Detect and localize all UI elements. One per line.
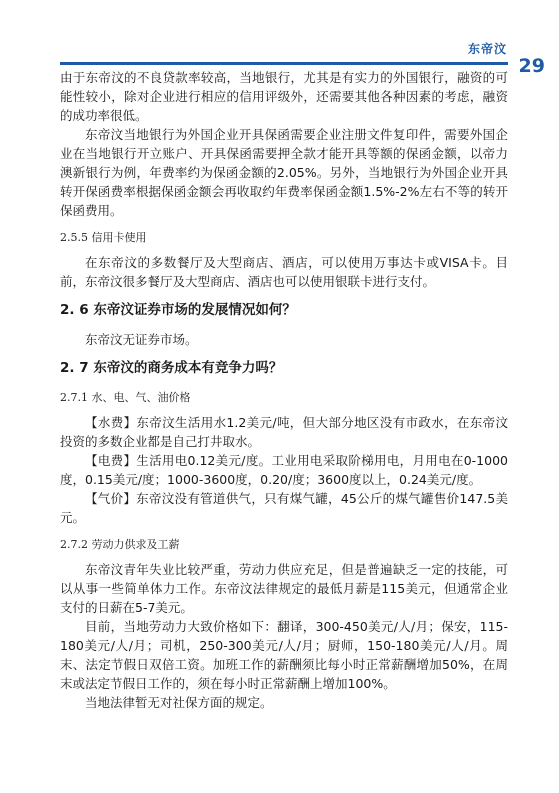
subsection-heading-2-7-1: 2.7.1 水、电、气、油价格 (60, 391, 191, 404)
page-body (60, 68, 508, 712)
page-number: 29 (518, 55, 545, 77)
paragraph-labor-supply: 东帝汶青年失业比较严重，劳动力供应充足，但是普遍缺乏一定的技能，可以从事一些简单体力工作。东帝汶法律规定的最低月薪是115美元，但通常企业支付的日薪在5-7美元。 (60, 562, 508, 615)
section-heading-2-6: 2. 6 东帝汶证券市场的发展情况如何？ (60, 302, 296, 318)
paragraph-securities: 东帝汶无证券市场。 (85, 332, 198, 347)
header-rule (60, 62, 508, 65)
paragraph-water: 【水费】东帝汶生活用水1.2美元/吨，但大部分地区没有市政水，在东帝汶投资的多数企业都是自己打井取水。 (60, 415, 508, 449)
paragraph-electricity: 【电费】生活用电0.12美元/度。工业用电采取阶梯用电，月用电在0-1000度，0.15美元/度；1000-3600度，0.20/度；3600度以上，0.24美元/度。 (60, 453, 508, 487)
paragraph-gas: 【气价】东帝汶没有管道供气，只有煤气罐，45公斤的煤气罐售价147.5美元。 (60, 491, 508, 525)
subsection-heading-2-7-2: 2.7.2 劳动力供求及工薪 (60, 538, 180, 551)
paragraph-financing: 由于东帝汶的不良贷款率较高，当地银行，尤其是有实力的外国银行，融资的可能性较小，除对企业进行相应的信用评级外，还需要其他各种因素的考虑，融资的成功率很低。 (60, 70, 508, 123)
section-heading-2-7: 2. 7 东帝汶的商务成本有竞争力吗？ (60, 360, 283, 376)
paragraph-labor-prices: 目前，当地劳动力大致价格如下：翻译，300-450美元/人/月；保安，115-180美元/人/月；司机，250-300美元/人/月；厨师，150-180美元/人/月。周末、法定节假日双倍工资。加班工作的薪酬须比每小时正常薪酬增加50%，在周末或法定节假日工作的，须在每小时正常薪酬上增加100%。 (60, 619, 508, 691)
paragraph-social-security: 当地法律暂无对社保方面的规定。 (85, 695, 273, 710)
subsection-heading-2-5-5: 2.5.5 信用卡使用 (60, 231, 147, 244)
paragraph-guarantee: 东帝汶当地银行为外国企业开具保函需要企业注册文件复印件，需要外国企业在当地银行开立账户、开具保函需要押全款才能开具等额的保函金额，以帝力澳新银行为例，年费率约为保函金额的2.05%。另外，当地银行为外国企业开具转开保函费率根据保函金额会再收取约年费率保函金额1.5%-2%左右不等的转开保函费用。 (60, 127, 508, 218)
running-header-title: 东帝汶 (467, 42, 507, 56)
paragraph-credit-card: 在东帝汶的多数餐厅及大型商店、酒店，可以使用万事达卡或VISA卡。目前，东帝汶很多餐厅及大型商店、酒店也可以使用银联卡进行支付。 (60, 255, 508, 289)
